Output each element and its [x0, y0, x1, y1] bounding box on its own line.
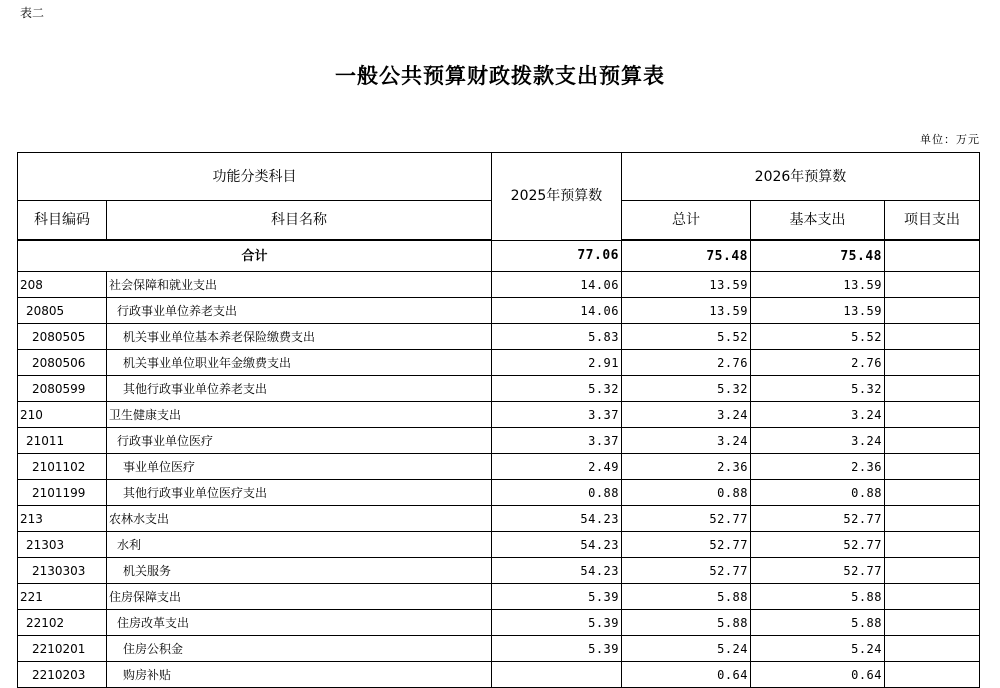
- row-basic: 52.77: [751, 558, 885, 584]
- table-row: [18, 350, 980, 376]
- row-name: 机关服务: [107, 558, 492, 584]
- row-total: 52.77: [622, 532, 751, 558]
- table-row: [18, 662, 980, 688]
- row-code: 2101102: [18, 454, 107, 480]
- header-functional-category: 功能分类科目: [18, 153, 492, 201]
- row-name: 社会保障和就业支出: [107, 272, 492, 298]
- total-project: [885, 240, 980, 272]
- row-total: 52.77: [622, 506, 751, 532]
- row-total: 13.59: [622, 298, 751, 324]
- row-project: [885, 532, 980, 558]
- row-basic: 2.36: [751, 454, 885, 480]
- row-code: 210: [18, 402, 107, 428]
- row-basic: 5.88: [751, 584, 885, 610]
- header-row-top: [18, 153, 980, 201]
- row-name: 行政事业单位医疗: [107, 428, 492, 454]
- row-basic: 5.32: [751, 376, 885, 402]
- row-name: 住房保障支出: [107, 584, 492, 610]
- table-row: [18, 454, 980, 480]
- row-name: 机关事业单位职业年金缴费支出: [107, 350, 492, 376]
- row-budget-2025: 3.37: [492, 402, 622, 428]
- page-title: 一般公共预算财政拨款支出预算表: [335, 63, 665, 88]
- row-project: [885, 480, 980, 506]
- row-basic: 5.24: [751, 636, 885, 662]
- total-label: 合计: [18, 240, 492, 272]
- table-row: [18, 506, 980, 532]
- row-code: 22102: [18, 610, 107, 636]
- row-name: 事业单位医疗: [107, 454, 492, 480]
- row-budget-2025: 54.23: [492, 532, 622, 558]
- row-name: 卫生健康支出: [107, 402, 492, 428]
- table-row: [18, 610, 980, 636]
- table-row: [18, 532, 980, 558]
- row-basic: 5.88: [751, 610, 885, 636]
- row-project: [885, 558, 980, 584]
- row-budget-2025: 5.39: [492, 636, 622, 662]
- row-total: 5.32: [622, 376, 751, 402]
- row-code: 2210201: [18, 636, 107, 662]
- unit-label: 单位：万元: [920, 133, 980, 146]
- row-basic: 52.77: [751, 532, 885, 558]
- row-name: 住房改革支出: [107, 610, 492, 636]
- row-total: 5.88: [622, 610, 751, 636]
- table-row: [18, 272, 980, 298]
- row-basic: 52.77: [751, 506, 885, 532]
- row-code: 213: [18, 506, 107, 532]
- row-budget-2025: 5.83: [492, 324, 622, 350]
- row-total: 5.52: [622, 324, 751, 350]
- header-basic: 基本支出: [751, 201, 885, 241]
- row-basic: 0.88: [751, 480, 885, 506]
- table-row: [18, 480, 980, 506]
- header-subject-name: 科目名称: [107, 201, 492, 241]
- budget-table: [17, 152, 980, 688]
- row-project: [885, 298, 980, 324]
- row-budget-2025: 14.06: [492, 272, 622, 298]
- table-row: [18, 402, 980, 428]
- row-budget-2025: 14.06: [492, 298, 622, 324]
- header-project: 项目支出: [885, 201, 980, 241]
- row-budget-2025: 3.37: [492, 428, 622, 454]
- row-total: 2.36: [622, 454, 751, 480]
- row-total: 52.77: [622, 558, 751, 584]
- row-basic: 3.24: [751, 402, 885, 428]
- row-project: [885, 636, 980, 662]
- header-budget-2025: 2025年预算数: [492, 153, 622, 241]
- total-budget-2025: 77.06: [492, 240, 622, 272]
- row-total: 0.64: [622, 662, 751, 688]
- row-budget-2025: 54.23: [492, 506, 622, 532]
- row-name: 水利: [107, 532, 492, 558]
- row-budget-2025: 2.91: [492, 350, 622, 376]
- total-row: [18, 240, 980, 272]
- row-name: 其他行政事业单位医疗支出: [107, 480, 492, 506]
- row-code: 2080506: [18, 350, 107, 376]
- row-total: 3.24: [622, 428, 751, 454]
- header-subject-code: 科目编码: [18, 201, 107, 241]
- row-code: 2080599: [18, 376, 107, 402]
- row-budget-2025: 2.49: [492, 454, 622, 480]
- row-code: 21303: [18, 532, 107, 558]
- row-name: 农林水支出: [107, 506, 492, 532]
- table-row: [18, 584, 980, 610]
- row-project: [885, 584, 980, 610]
- row-project: [885, 610, 980, 636]
- row-project: [885, 454, 980, 480]
- row-name: 机关事业单位基本养老保险缴费支出: [107, 324, 492, 350]
- row-code: 2101199: [18, 480, 107, 506]
- row-project: [885, 506, 980, 532]
- row-basic: 5.52: [751, 324, 885, 350]
- row-total: 13.59: [622, 272, 751, 298]
- table-row: [18, 428, 980, 454]
- row-project: [885, 350, 980, 376]
- row-budget-2025: 0.88: [492, 480, 622, 506]
- total-basic: 75.48: [751, 240, 885, 272]
- row-name: 行政事业单位养老支出: [107, 298, 492, 324]
- row-basic: 2.76: [751, 350, 885, 376]
- row-code: 208: [18, 272, 107, 298]
- row-project: [885, 662, 980, 688]
- row-code: 20805: [18, 298, 107, 324]
- row-code: 2130303: [18, 558, 107, 584]
- row-budget-2025: 5.32: [492, 376, 622, 402]
- row-basic: 13.59: [751, 298, 885, 324]
- row-name: 购房补贴: [107, 662, 492, 688]
- row-budget-2025: 5.39: [492, 584, 622, 610]
- table-row: [18, 558, 980, 584]
- table-row: [18, 324, 980, 350]
- row-code: 21011: [18, 428, 107, 454]
- row-basic: 3.24: [751, 428, 885, 454]
- row-project: [885, 428, 980, 454]
- row-code: 2210203: [18, 662, 107, 688]
- header-total: 总计: [622, 201, 751, 241]
- row-budget-2025: 54.23: [492, 558, 622, 584]
- table-row: [18, 298, 980, 324]
- row-budget-2025: 5.39: [492, 610, 622, 636]
- row-budget-2025: [492, 662, 622, 688]
- row-code: 221: [18, 584, 107, 610]
- table-tag: 表二: [20, 6, 45, 20]
- row-project: [885, 376, 980, 402]
- row-code: 2080505: [18, 324, 107, 350]
- row-basic: 13.59: [751, 272, 885, 298]
- row-total: 5.24: [622, 636, 751, 662]
- row-total: 3.24: [622, 402, 751, 428]
- row-name: 住房公积金: [107, 636, 492, 662]
- row-total: 5.88: [622, 584, 751, 610]
- row-basic: 0.64: [751, 662, 885, 688]
- row-project: [885, 402, 980, 428]
- row-total: 0.88: [622, 480, 751, 506]
- total-total: 75.48: [622, 240, 751, 272]
- row-project: [885, 272, 980, 298]
- row-name: 其他行政事业单位养老支出: [107, 376, 492, 402]
- table-row: [18, 636, 980, 662]
- header-budget-2026: 2026年预算数: [622, 153, 980, 201]
- row-total: 2.76: [622, 350, 751, 376]
- table-row: [18, 376, 980, 402]
- row-project: [885, 324, 980, 350]
